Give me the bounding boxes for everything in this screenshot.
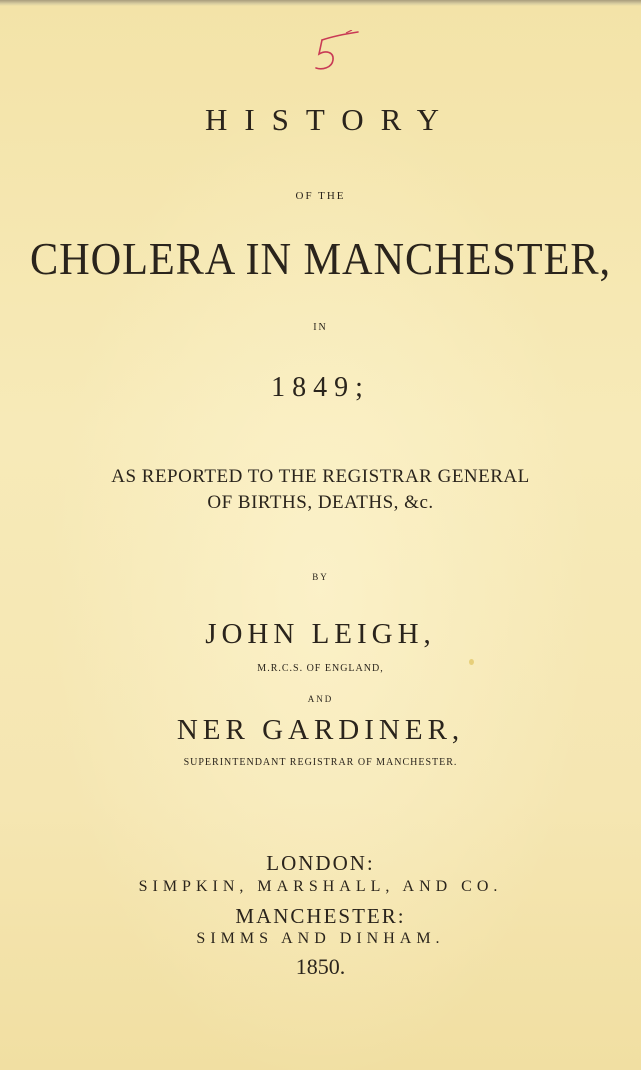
page-top-edge xyxy=(0,0,641,6)
title-of-the: OF THE xyxy=(295,190,346,202)
by-label: BY xyxy=(312,572,329,582)
title-history: HISTORY xyxy=(204,102,457,137)
author-1-credentials: M.R.C.S. OF ENGLAND, xyxy=(257,663,384,674)
main-title: CHOLERA IN MANCHESTER, xyxy=(29,233,612,284)
publisher-name-london: SIMPKIN, MARSHALL, AND CO. xyxy=(138,878,503,895)
subtitle-line-1: AS REPORTED TO THE REGISTRAR GENERAL xyxy=(111,466,530,487)
publisher-city-manchester: MANCHESTER: xyxy=(235,904,406,928)
paper-stain xyxy=(469,659,474,665)
publisher-name-manchester: SIMMS AND DINHAM. xyxy=(196,930,445,947)
title-year: 1849; xyxy=(271,372,370,403)
publisher-city-london: LONDON: xyxy=(266,851,375,875)
publication-year: 1850. xyxy=(295,954,346,979)
author-name-2: NER GARDINER, xyxy=(176,714,465,746)
handwritten-page-number-icon xyxy=(306,30,366,78)
author-name-1: JOHN LEIGH, xyxy=(205,618,436,650)
subtitle-line-2: OF BIRTHS, DEATHS, &c. xyxy=(207,492,434,513)
title-in: IN xyxy=(313,322,328,333)
author-2-credentials: SUPERINTENDANT REGISTRAR OF MANCHESTER. xyxy=(183,757,458,768)
and-label: AND xyxy=(307,694,334,704)
